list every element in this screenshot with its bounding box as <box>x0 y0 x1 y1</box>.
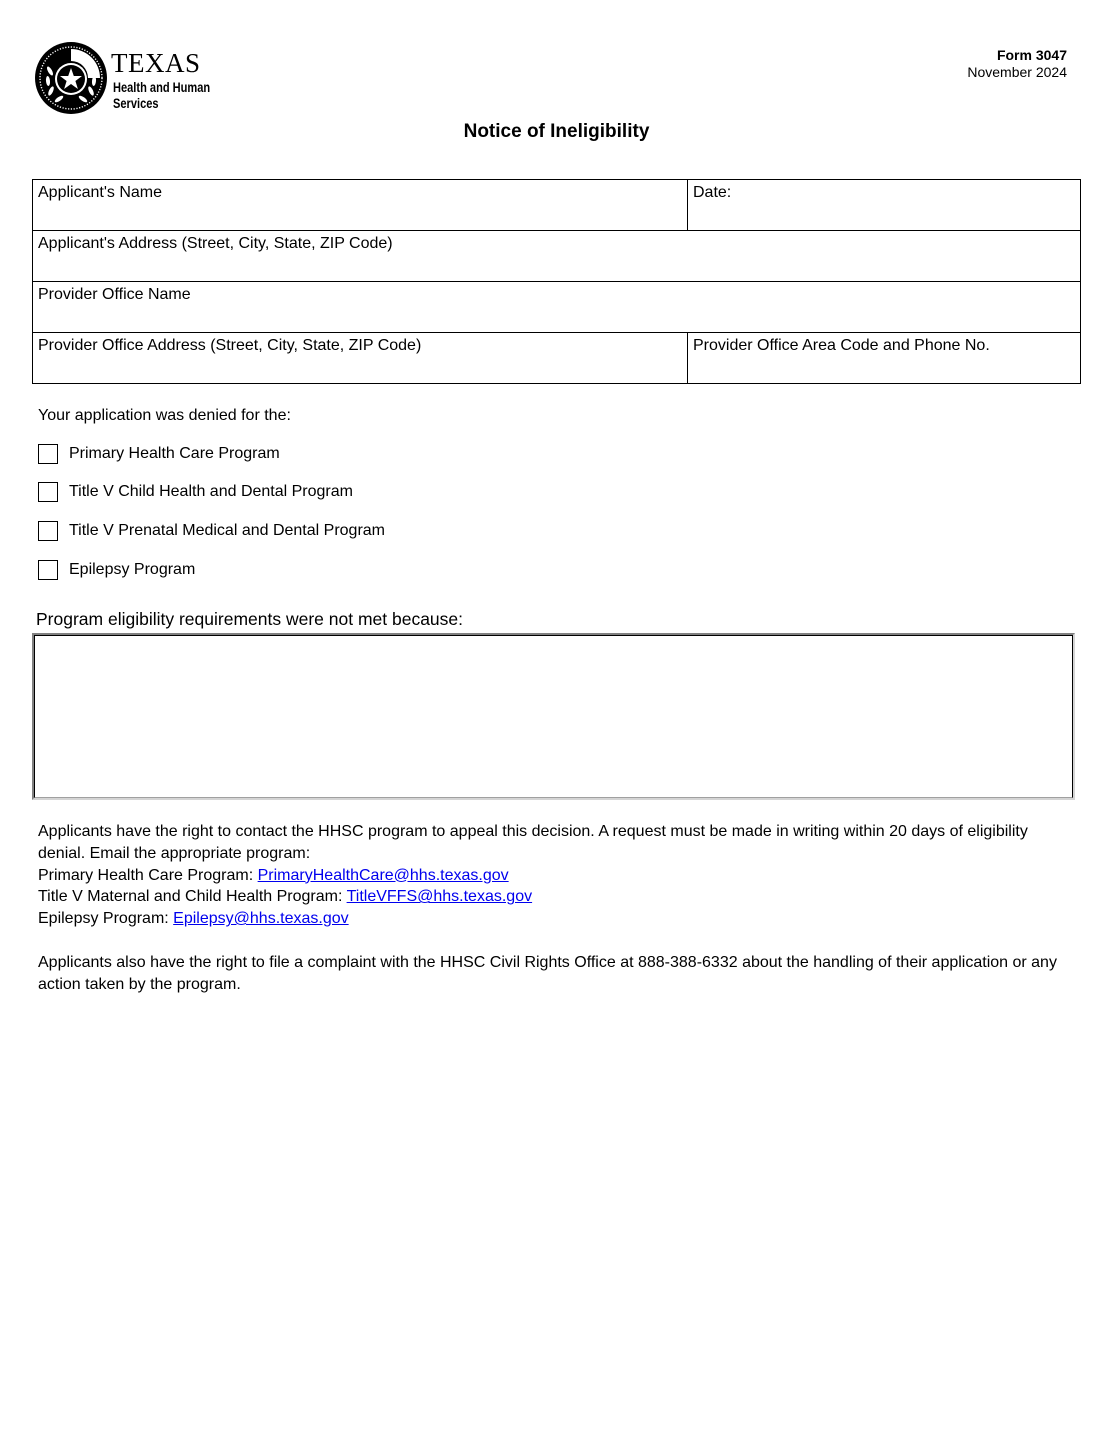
applicant-address-label: Applicant's Address (Street, City, State, ZIP Code) <box>38 235 393 252</box>
applicant-name-label: Applicant's Name <box>38 184 162 201</box>
program-option-primary-health-care[interactable] <box>38 443 280 465</box>
email-link-epilepsy[interactable]: Epilepsy@hhs.texas.gov <box>173 910 349 928</box>
logo-subtitle-line2: Services <box>113 96 159 111</box>
denied-intro-text: Your application was denied for the: <box>38 407 291 424</box>
rights-section <box>38 821 1078 996</box>
reason-textarea-inner <box>34 635 1073 798</box>
form-date: November 2024 <box>967 64 1067 80</box>
appeal-text: Applicants have the right to contact the HHSC program to appeal this decision. A request must be made in writing within 20 days of eligibility denial. Email the appropriate program: <box>38 823 1028 862</box>
program-option-title-v-prenatal[interactable] <box>38 520 385 542</box>
provider-office-address-field[interactable] <box>33 333 688 384</box>
contact-program-label: Primary Health Care Program: <box>38 866 258 884</box>
contact-program-label: Title V Maternal and Child Health Program: <box>38 888 347 906</box>
logo-subtitle <box>113 80 210 112</box>
logo-title: TEXAS <box>111 48 201 78</box>
applicant-info-table <box>32 179 1081 384</box>
checkbox-label: Title V Child Health and Dental Program <box>69 483 353 500</box>
hhs-logo <box>34 41 234 117</box>
reason-label: Program eligibility requirements were not met because: <box>36 609 463 629</box>
checkbox[interactable] <box>38 521 58 541</box>
date-field[interactable] <box>688 180 1081 231</box>
reason-textarea[interactable] <box>32 633 1075 800</box>
provider-office-name-label: Provider Office Name <box>38 286 191 303</box>
complaint-text: Applicants also have the right to file a complaint with the HHSC Civil Rights Office at 888-388-6332 about the handling of their application or any action taken by the program. <box>38 953 1057 993</box>
date-label: Date: <box>693 184 732 201</box>
provider-office-phone-field[interactable] <box>688 333 1081 384</box>
email-link-primary-health-care[interactable]: PrimaryHealthCare@hhs.texas.gov <box>257 866 509 884</box>
applicant-address-field[interactable] <box>33 231 1081 282</box>
provider-office-phone-label: Provider Office Area Code and Phone No. <box>693 337 990 354</box>
page-title: Notice of Ineligibility <box>463 121 650 142</box>
logo-subtitle-line1: Health and Human <box>113 80 211 95</box>
checkbox-label: Epilepsy Program <box>69 561 196 578</box>
checkbox[interactable] <box>38 482 58 502</box>
applicant-name-field[interactable] <box>33 180 688 231</box>
checkbox-label: Title V Prenatal Medical and Dental Program <box>69 522 385 539</box>
contact-epilepsy <box>38 908 1078 930</box>
checkbox[interactable] <box>38 444 58 464</box>
email-link-title-v[interactable]: TitleVFFS@hhs.texas.gov <box>346 888 533 906</box>
form-number: Form 3047 <box>996 47 1067 63</box>
provider-office-address-label: Provider Office Address (Street, City, State, ZIP Code) <box>38 337 422 354</box>
form-meta <box>967 47 1067 81</box>
program-option-epilepsy[interactable] <box>38 559 195 581</box>
contact-title-v <box>38 886 1078 908</box>
provider-office-name-field[interactable] <box>33 282 1081 333</box>
program-option-title-v-child-health[interactable] <box>38 481 353 503</box>
texas-state-seal-icon <box>34 41 108 115</box>
contact-primary-health-care <box>38 865 1078 887</box>
checkbox-label: Primary Health Care Program <box>69 445 280 462</box>
checkbox[interactable] <box>38 560 58 580</box>
contact-program-label: Epilepsy Program: <box>38 910 174 928</box>
